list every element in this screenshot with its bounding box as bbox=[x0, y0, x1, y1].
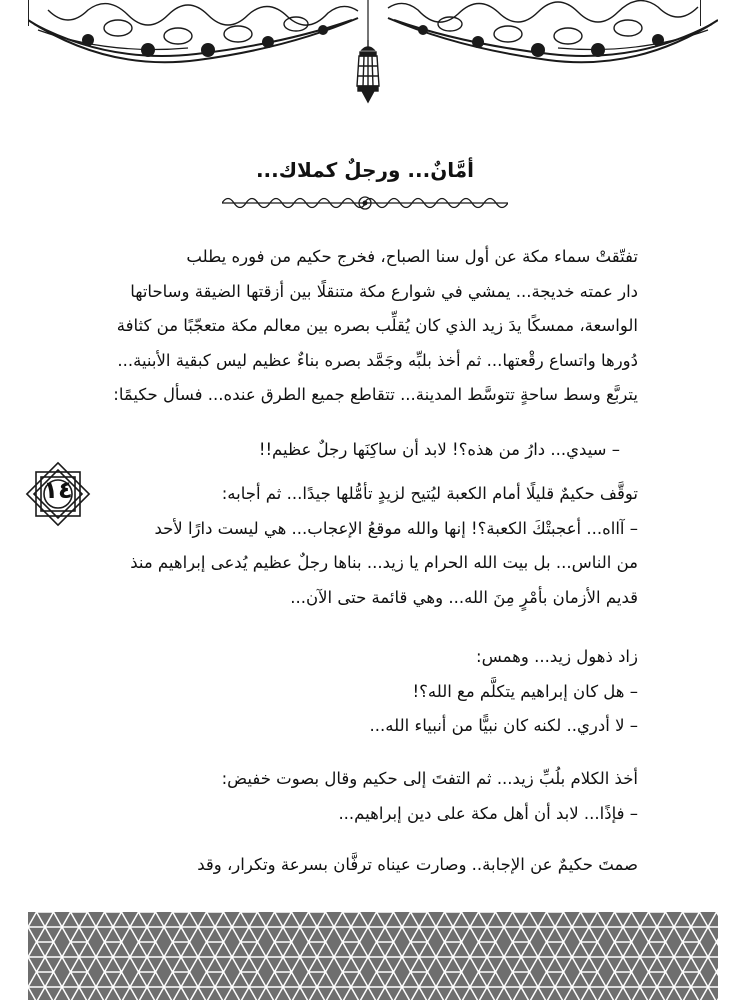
text-line: الواسعة، ممسكًا يدَ زيد الذي كان يُقلِّب بصره بين معالم مكة متعجّبًا من كثافة bbox=[116, 316, 638, 335]
paragraph-4 bbox=[90, 640, 638, 744]
text-line: دار عمته خديجة... يمشي في شوارع مكة متنقلًا بين أزقتها الضيقة وساحاتها bbox=[130, 281, 638, 301]
page-number: ١٤ bbox=[43, 476, 73, 504]
text-line: تفتّقتْ سماء مكة عن أول سنا الصباح، فخرج حكيم من فوره يطلب bbox=[186, 247, 638, 266]
text-line: قديم الأزمان بأمْرٍ مِنَ الله... وهي قائمة حتى الآن... bbox=[290, 587, 638, 607]
text-line: أخذ الكلام بلُبِّ زيد... ثم التفتَ إلى حكيم وقال بصوت خفيض: bbox=[221, 769, 638, 788]
geometric-lattice-band-icon bbox=[28, 912, 718, 1000]
text-line: من الناس... بل بيت الله الحرام يا زيد... بناها رجلٌ عظيم يُدعى إبراهيم منذ bbox=[130, 553, 638, 572]
dialogue-line: – فإذًا... لابد أن أهل مكة على دين إبراهيم... bbox=[338, 803, 638, 823]
text-line: دُورها واتساع رقْعتها... ثم أخذ بلبِّه وجَمَّد بصره بناءٌ عظيم ليس كبقية الأبنية... bbox=[117, 350, 638, 370]
paragraph-6 bbox=[90, 848, 638, 883]
dialogue-line: – لا أدري.. لكنه كان نبيًّا من أنبياء الله... bbox=[369, 716, 638, 735]
chapter-title: أمَّانٌ... ورجلٌ كملاك... bbox=[255, 158, 475, 182]
dialogue-line: – هل كان إبراهيم يتكلَّم مع الله؟! bbox=[412, 681, 638, 701]
text-line: زاد ذهول زيد... وهمس: bbox=[476, 647, 638, 666]
text-line: توقَّف حكيمٌ قليلًا أمام الكعبة ليُتيح لزيدٍ تأمُّلها جيدًا... ثم أجابه: bbox=[221, 484, 638, 503]
paragraph-3 bbox=[90, 477, 638, 615]
ornamental-divider-icon bbox=[222, 192, 508, 214]
paragraph-1 bbox=[90, 240, 638, 413]
text-line: يتربَّع وسط ساحةٍ تتوسَّط المدينة... تتقاطع جميع الطرق عنده... فسأل حكيمًا: bbox=[113, 385, 638, 404]
text-line: – آااه... أعجبتْكَ الكعبة؟! إنها والله موقعُ الإعجاب... هي ليست دارًا لأحد bbox=[154, 518, 638, 538]
paragraph-5 bbox=[90, 762, 638, 831]
paragraph-2 bbox=[90, 433, 620, 468]
text-line: صمتَ حكيمٌ عن الإجابة.. وصارت عيناه ترفَّان بسرعة وتكرار، وقد bbox=[197, 855, 638, 874]
dialogue-line: – سيدي... دارُ من هذه؟! لابد أن ساكِنَها رجلٌ عظيم!! bbox=[258, 440, 620, 459]
ramadan-lantern-icon bbox=[355, 40, 381, 106]
